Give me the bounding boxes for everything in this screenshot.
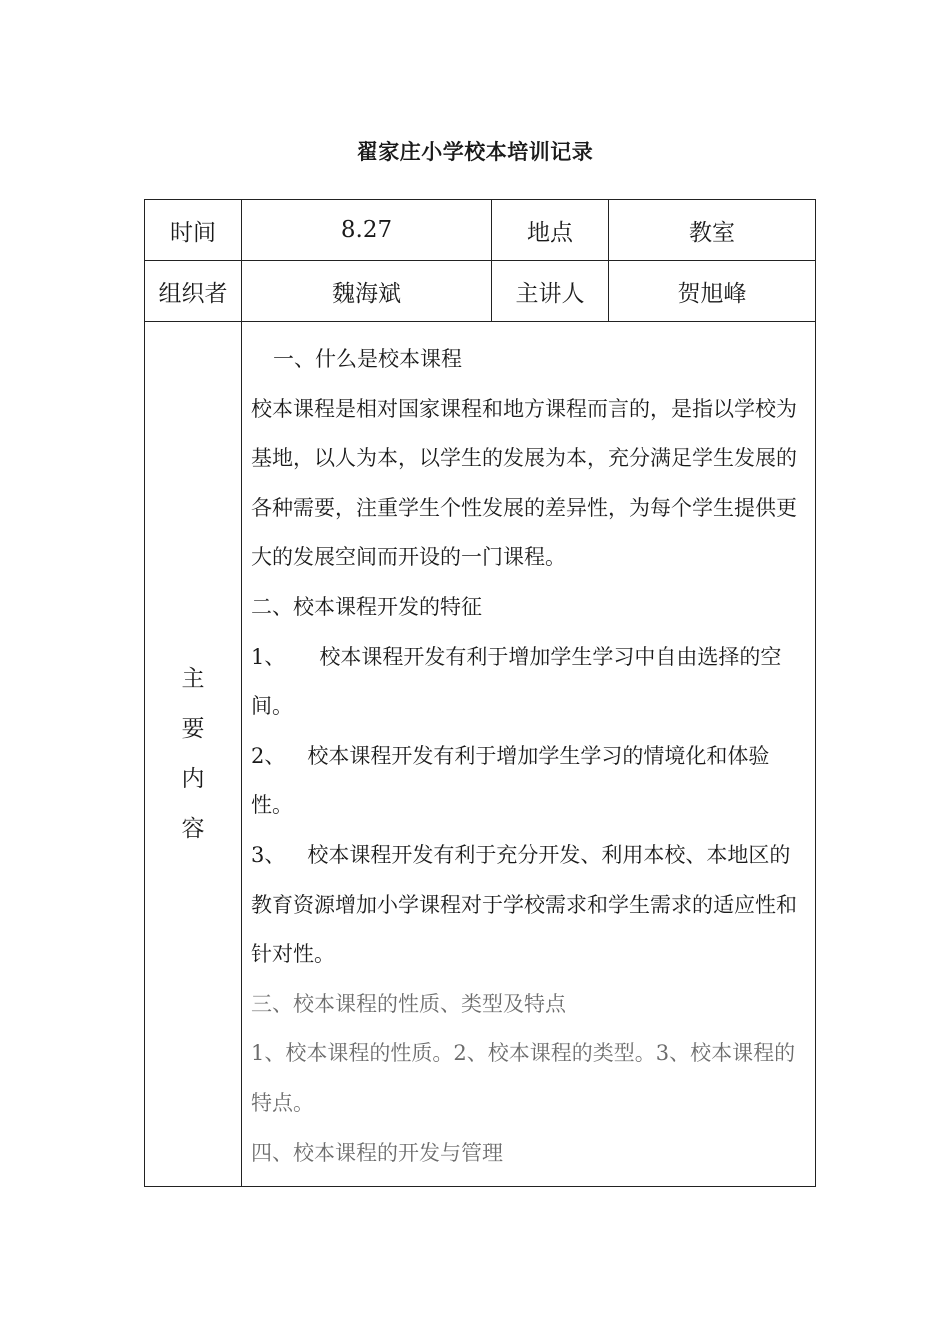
table-row [145,322,816,1187]
item-text: 校本课程开发有利于增加学生学习中自由选择的空间。 [251,644,782,719]
section-3-heading: 三、校本课程的性质、类型及特点 [251,991,566,1016]
section-1-heading: 一、什么是校本课程 [273,347,462,371]
section-1-body: 校本课程是相对国家课程和地方课程而言的，是指以学校为基地，以人为本，以学生的发展为本，充分满足学生发展的各种需要，注重学生个性发展的差异性，为每个学生提供更大的发展空间而开设的一门课程。 [251,396,797,570]
item-text: 校本课程开发有利于增加学生学习的情境化和体验性。 [251,743,770,818]
item-number: 1、 [251,644,286,669]
section-2-item-3 [251,831,805,980]
content-label-char: 要 [181,716,205,743]
section-2-heading: 二、校本课程开发的特征 [251,594,482,619]
item-number: 2、 [251,743,286,768]
section-3-body: 1、校本课程的性质。2、校本课程的类型。3、校本课程的特点。 [251,1041,796,1115]
table-row [145,200,816,261]
item-number: 3、 [251,842,286,867]
content-label-char: 内 [181,766,205,793]
speaker-label: 主讲人 [492,261,609,322]
section-2-item-2 [251,732,805,831]
main-content-label [145,322,242,1187]
table-row [145,261,816,322]
time-value: 8.27 [242,200,492,261]
time-label: 时间 [145,200,242,261]
organizer-label: 组织者 [145,261,242,322]
page-title: 翟家庄小学校本培训记录 [356,140,594,164]
section-2-item-1 [251,633,805,732]
organizer-value: 魏海斌 [242,261,492,322]
speaker-value: 贺旭峰 [609,261,816,322]
place-label: 地点 [492,200,609,261]
content-label-char: 主 [181,666,205,693]
training-record-table [144,199,816,1187]
item-text: 校本课程开发有利于充分开发、利用本校、本地区的教育资源增加小学课程对于学校需求和学生需求的适应性和针对性。 [251,842,797,967]
content-label-char: 容 [181,816,205,843]
section-4-heading: 四、校本课程的开发与管理 [251,1140,503,1165]
place-value: 教室 [609,200,816,261]
main-content-body [242,322,816,1187]
